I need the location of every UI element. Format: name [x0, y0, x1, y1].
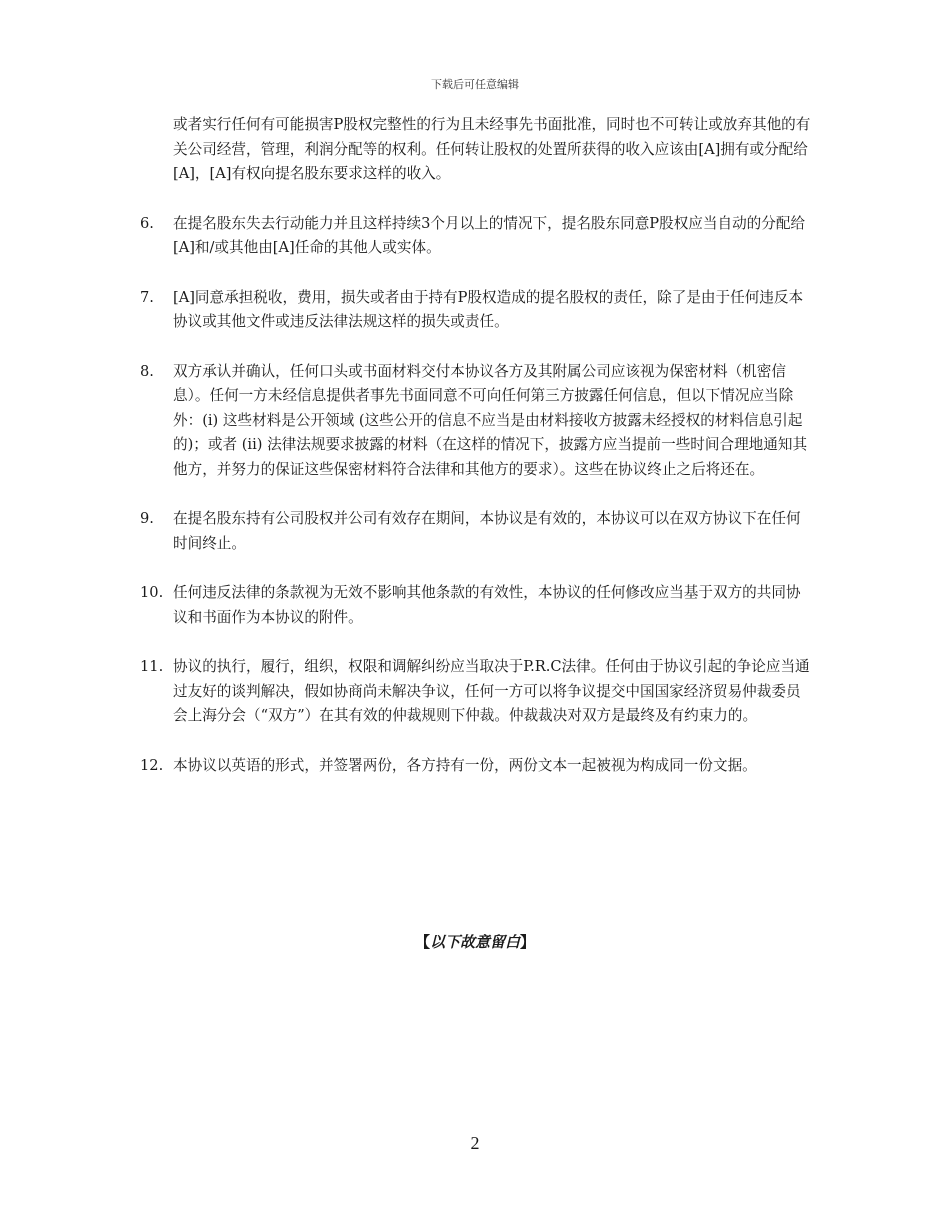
clause-number: 6.: [140, 214, 154, 232]
continuation-paragraph: 或者实行任何有可能损害P股权完整性的行为且未经事先书面批准，同时也不可转让或放弃其他的有关公司经营，管理，利润分配等的权利。任何转让股权的处置所获得的收入应该由[A]拥有或分配给[A]，[A]有权向提名股东要求这样的收入。: [173, 116, 811, 182]
clause-number: 8.: [140, 362, 154, 380]
clause-number: 9.: [140, 510, 154, 527]
blank-notice-text: 以下故意留白: [429, 933, 520, 951]
document-body: [140, 113, 815, 778]
clause-text: 在提名股东失去行动能力并且这样持续3个月以上的情况下，提名股东同意P股权应当自动的分配给[A]和/或其他由[A]任命的其他人或实体。: [173, 214, 806, 256]
clause-number: 11.: [140, 658, 164, 675]
intentionally-blank-notice: [0, 931, 950, 952]
clause-text: [A]同意承担税收，费用，损失或者由于持有P股权造成的提名股权的责任，除了是由于任何违反本协议或其他文件或违反法律法规这样的损失或责任。: [173, 288, 804, 330]
clause-text: 双方承认并确认，任何口头或书面材料交付本协议各方及其附属公司应该视为保密材料（机密信息）。任何一方未经信息提供者事先书面同意不可向任何第三方披露任何信息，但以下情况应当除外：(i) 这些材料是公开领域 (这些公开的信息不应当是由材料接收方披露未经授权的材料信息引起的)；或者 (ii) 法律法规要求披露的材料（在这样的情况下，披露方应当提前一些时间合理地通知其他方，并努力的保证这些保密材料符合法律和其他方的要求）。这些在协议终止之后将还在。: [173, 362, 808, 478]
clause-text: 任何违反法律的条款视为无效不影响其他条款的有效性，本协议的任何修改应当基于双方的共同协议和书面作为本协议的附件。: [173, 584, 801, 626]
clause-text: 本协议以英语的形式，并签署两份，各方持有一份，两份文本一起被视为构成同一份文据。: [173, 756, 757, 774]
page-number: 2: [470, 1133, 480, 1153]
clause-number: 7.: [140, 288, 154, 306]
clause-number: 12.: [140, 756, 164, 774]
clause-6: [140, 212, 815, 261]
clause-7: [140, 286, 815, 335]
clause-10: [140, 581, 815, 630]
clause-8: [140, 360, 815, 483]
clause-11: [140, 655, 815, 729]
clause-text: 在提名股东持有公司股权并公司有效存在期间，本协议是有效的，本协议可以在双方协议下在任何时间终止。: [173, 510, 801, 552]
clause-12: [140, 754, 815, 779]
bracket-close: 】: [520, 933, 536, 951]
clause-text: 协议的执行，履行，组织，权限和调解纠纷应当取决于P.R.C法律。任何由于协议引起的争论应当通过友好的谈判解决，假如协商尚未解决争议，任何一方可以将争议提交中国国家经济贸易仲裁委员会上海分会（“双方”）在其有效的仲裁规则下仲裁。仲裁裁决对双方是最终及有约束力的。: [173, 658, 810, 724]
bracket-open: 【: [414, 933, 430, 951]
page-header: 下载后可任意编辑: [431, 78, 519, 91]
clause-number: 10.: [140, 584, 164, 601]
clause-9: [140, 507, 815, 556]
